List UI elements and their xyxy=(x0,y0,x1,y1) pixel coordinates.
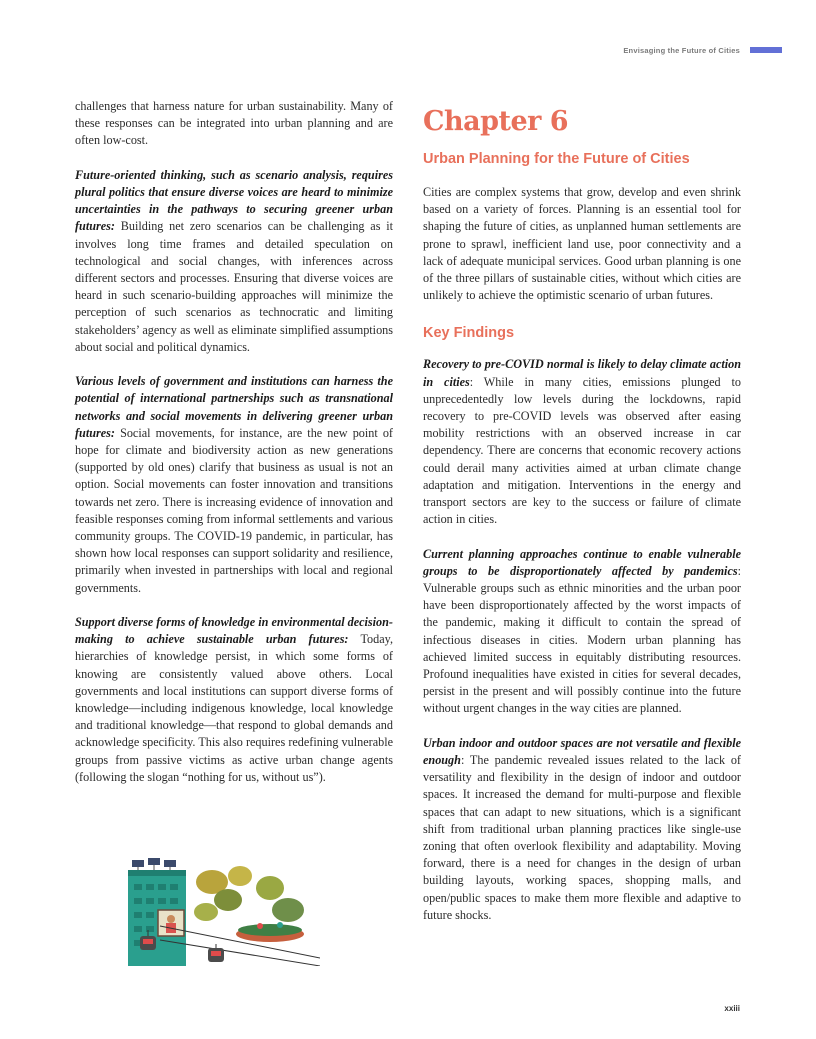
paragraph-lead: Future-oriented thinking, such as scenario analysis, requires plural politics that ensure diverse voices are heard to minimize uncertainties in the pathways to securing greener urban futures: xyxy=(75,167,393,234)
paragraph: Future-oriented thinking, such as scenario analysis, requires plural politics that ensure diverse voices are heard to minimize uncertainties in the pathways to securing greener urban futures: Building net zero scenarios can be challenging as it involves long time frames and detailed speculation on technological and social changes, with inferences across different sectors and processes. Ensuring that diverse voices are heard in such scenario-building approaches will minimize the perception of such scenarios as technocratic and limiting stakeholders’ agency as well as eliminate simplified assumptions about social and political dynamics. xyxy=(75,167,393,354)
finding-paragraph: Urban indoor and outdoor spaces are not versatile and flexible enough: The pandemic revealed issues related to the lack of versatility and flexibility in the design of indoor and outdoor spaces. It increased the demand for multi-purpose and flexible spaces that can adapt to new situations, which is a significant shift from traditional urban planning practices like single-use zoning that often overlook flexibility and adaptability. Moving forward, there is a need for changes in the design of urban building layouts, working spaces, shopping malls, and open/public spaces to make them more flexible and adaptive to future shocks. xyxy=(423,735,741,922)
running-header-title: Envisaging the Future of Cities xyxy=(623,45,740,55)
paragraph-lead: Support diverse forms of knowledge in environmental decision-making to achieve sustainable urban futures: xyxy=(75,615,393,647)
paragraph: Support diverse forms of knowledge in environmental decision-making to achieve sustainable urban futures: Today, hierarchies of knowledge persist, in which some forms of knowing are consistently valued above others. Local governments and local institutions can support diverse forms of knowledge—including indigenous knowledge, local knowledge and traditional knowledge—that respond to global demands and acknowledge specificity. This also requires redefining vulnerable groups from passive victims as active urban change agents (following the slogan “nothing for us, without us”). xyxy=(75,615,393,784)
chapter-title: Chapter 6 xyxy=(423,106,569,137)
finding-paragraph: Recovery to pre-COVID normal is likely to delay climate action in cities: While in many cities, emissions plunged to unprecedentedly low levels during the lockdowns, rapid recovery to pre-COVID levels was observed after easing mobility restrictions with an observed increase in car dependency. There are concerns that economic recovery actions could derail many activities aimed at urban climate change adaptation and mitigation. Interventions in the energy and transport sectors are key to the success or failure of climate action in cities. xyxy=(423,357,741,527)
finding-lead: Current planning approaches continue to enable vulnerable groups to be disproportionately affected by pandemics xyxy=(423,546,741,578)
intro-paragraph: Cities are complex systems that grow, develop and even shrink based on a variety of forces. Planning is an essential tool for shaping the future of cities, as unplanned human settlements are prone to sprawl, inefficient land use, poor connectivity and a lack of adequate municipal services. Good urban planning is one of the three pillars of sustainable cities, without which cities are unlikely to achieve the optimistic scenario of urban futures. xyxy=(423,185,741,303)
page-number: xxiii xyxy=(724,1004,740,1013)
urban-greening-illustration xyxy=(120,848,320,966)
paragraph-lead: Various levels of government and institutions can harness the potential of international partnerships such as transnational networks and social movements in delivering greener urban futures: xyxy=(75,374,393,440)
key-findings-heading: Key Findings xyxy=(423,325,515,342)
paragraph: Various levels of government and institutions can harness the potential of international partnerships such as transnational networks and social movements in delivering greener urban futures: Social movements, for instance, are the new point of hope for climate and biodiversity action as new generations (supported by old ones) clarify that business as usual is not an option. Social movements can foster innovation and transitions towards net zero. There is increasing evidence of innovation and feasible responses coming from informal settlements and various community groups. The COVID-19 pandemic, in particular, has shown how local responses can support solidarity and resilience, primarily when invested in partnerships with local and regional governments. xyxy=(75,374,393,595)
header-accent-bar xyxy=(750,47,782,53)
finding-lead: Urban indoor and outdoor spaces are not versatile and flexible enough xyxy=(423,735,741,768)
chapter-subtitle: Urban Planning for the Future of Cities xyxy=(423,151,690,167)
finding-paragraph: Current planning approaches continue to enable vulnerable groups to be disproportionately affected by pandemics: Vulnerable groups such as ethnic minorities and the urban poor have been disproportionately affected by the worst impacts of the pandemic, making it difficult to contain the spread of infectious diseases in cities. Modern urban planning has achieved limited success in equitably distributing resources. Profound inequalities have existed in cities for several decades, persist in the present and will possibly continue into the future without urgent changes in the way cities are planned. xyxy=(423,546,741,716)
right-column xyxy=(423,98,741,941)
left-column xyxy=(75,98,393,803)
finding-lead: Recovery to pre-COVID normal is likely to delay climate action in cities xyxy=(423,357,741,389)
cable-car-cabin xyxy=(208,944,224,962)
running-header xyxy=(623,44,782,56)
paragraph: challenges that harness nature for urban sustainability. Many of these responses can be integrated into urban planning and are often low-cost. xyxy=(75,99,393,148)
